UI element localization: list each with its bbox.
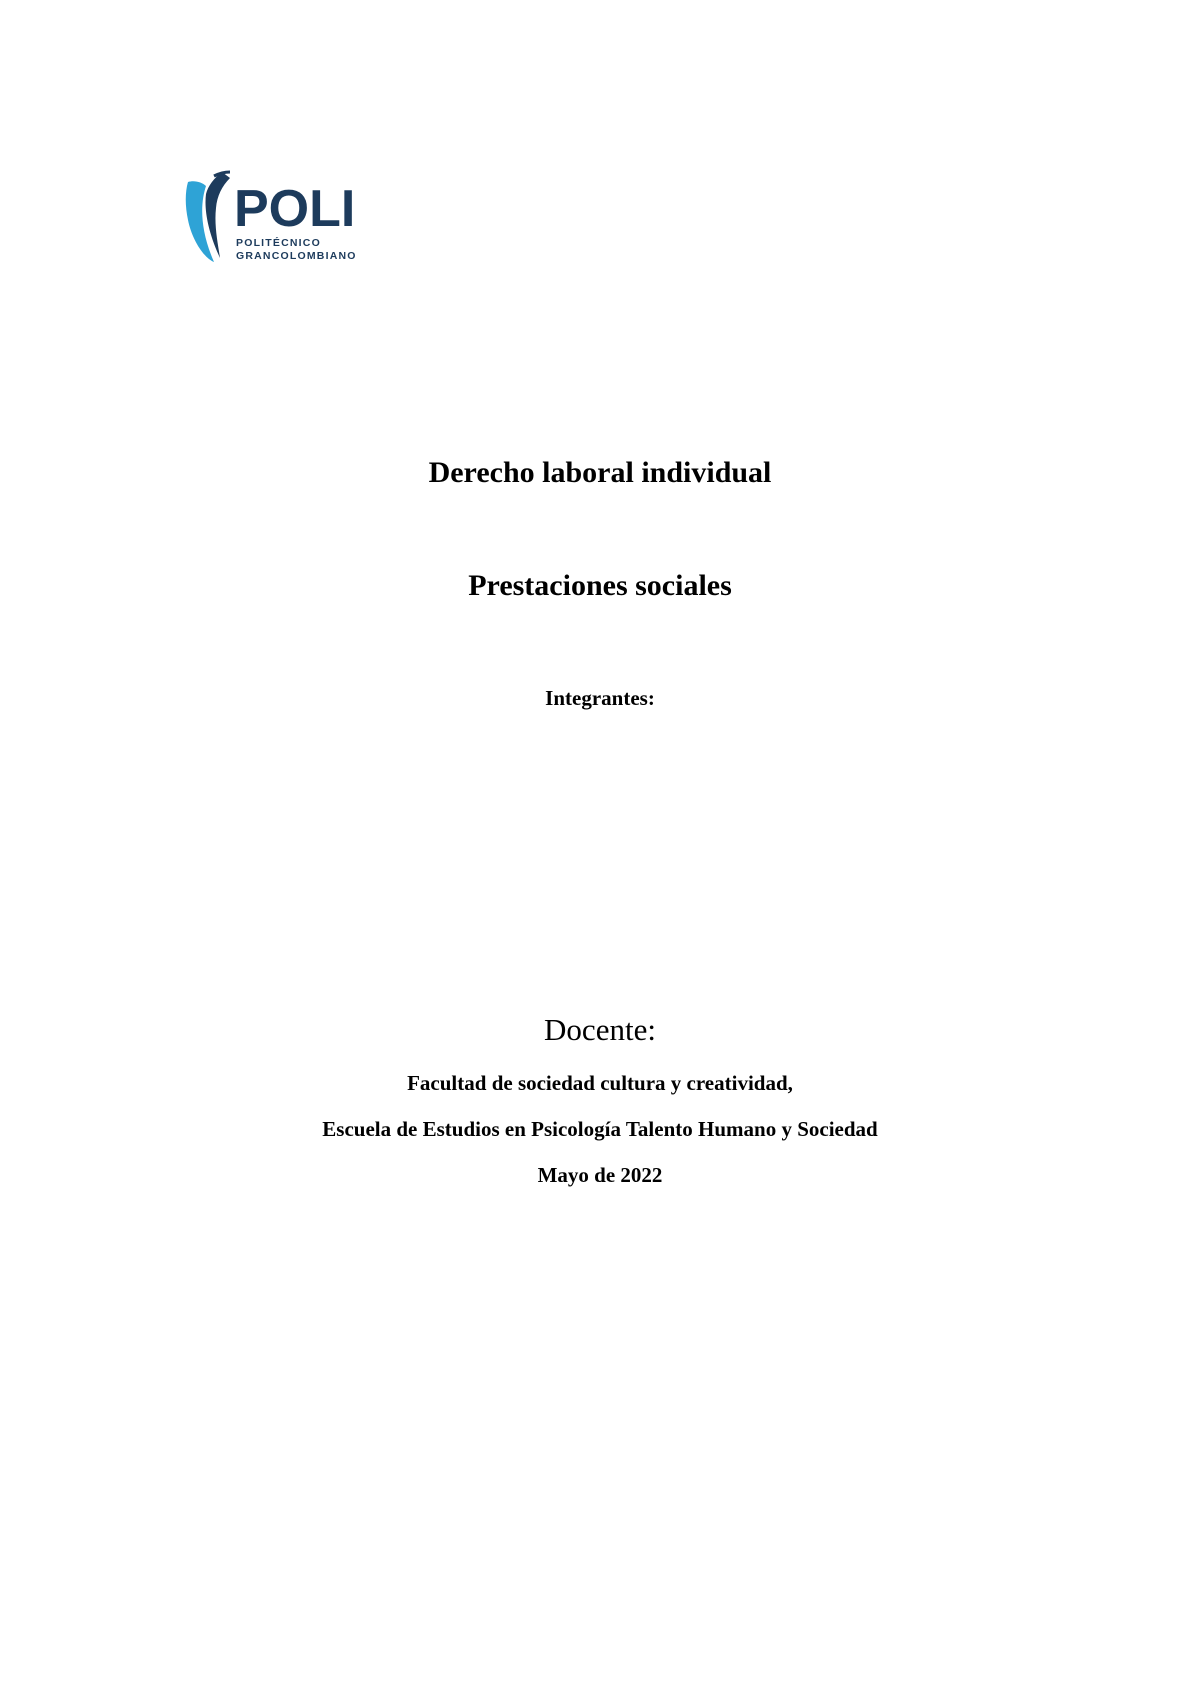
faculty-name: Facultad de sociedad cultura y creatividad, [407,1071,793,1095]
school-name: Escuela de Estudios en Psicología Talento Humano y Sociedad [322,1117,878,1141]
logo-stroke-icon [206,172,230,258]
document-title: Derecho laboral individual [428,456,772,489]
document-date: Mayo de 2022 [537,1163,663,1187]
poli-logo-image [184,170,394,270]
logo-line2: GRANCOLOMBIANO [236,250,357,262]
document-subtitle: Prestaciones sociales [468,569,732,602]
teacher-label: Docente: [544,1012,656,1047]
logo-line1: POLITÉCNICO [236,237,321,249]
poli-logo [184,170,394,270]
members-label: Integrantes: [545,686,655,710]
logo-wordmark: POLI [234,180,356,238]
